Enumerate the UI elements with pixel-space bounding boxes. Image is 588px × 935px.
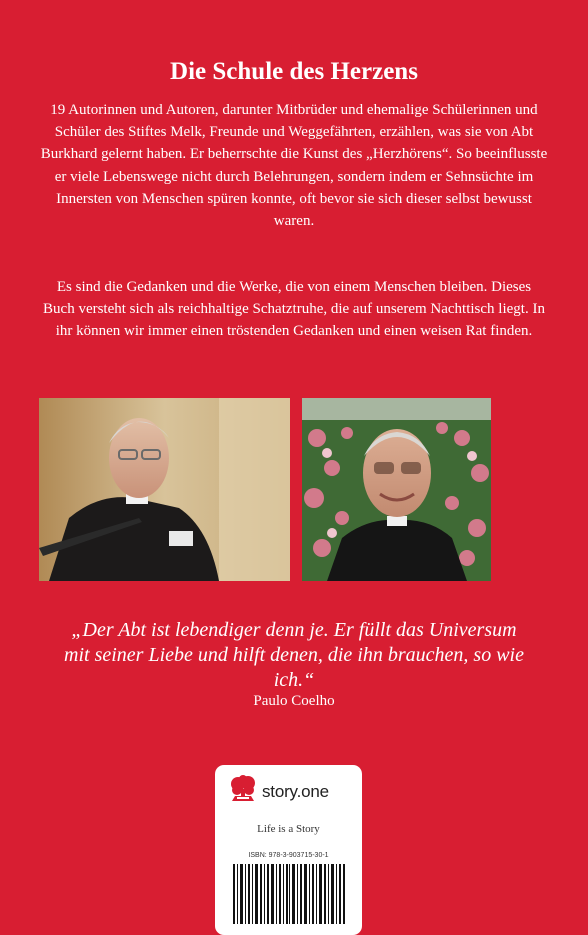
- publisher-badge: [215, 765, 362, 935]
- quote-text: „Der Abt ist lebendiger denn je. Er füllt das Universum mit seiner Liebe und hilft denen, die ihn brauchen, so wie ich.“: [64, 619, 524, 691]
- book-title: Die Schule des Herzens: [170, 58, 418, 85]
- publisher-brand: story.one: [262, 781, 329, 801]
- quote-author: Paulo Coelho: [253, 693, 335, 709]
- isbn-number: ISBN: 978-3-903715-30-1: [248, 852, 329, 859]
- publisher-logo: [229, 775, 329, 808]
- photo-abbot-speaking: [39, 398, 290, 581]
- publisher-tagline: Life is a Story: [257, 823, 320, 835]
- barcode: [233, 864, 345, 924]
- photo-abbot-smiling: [302, 398, 491, 581]
- description-paragraph-1: 19 Autorinnen und Autoren, darunter Mitbrüder und ehemalige Schülerinnen und Schüler des Stiftes Melk, Freunde und Weggefährten, erzählen, was sie von Abt Burkhard gelernt haben. Er beherrschte die Kunst des „Herzhörens“. So beeinflusste er viele Lebenswege nicht durch Belehrungen, sondern indem er Sehnsüchte im Innersten von Menschen spüren konnte, oft bevor sie sich dieser selbst bewusst waren.: [40, 102, 548, 230]
- description-paragraph-2: Es sind die Gedanken und die Werke, die von einem Menschen bleiben. Dieses Buch versteht sich als reichhaltige Schatztruhe, die auf unserem Nachttisch liegt. In ihr können wir immer einen tröstenden Gedanken und einen weisen Rat finden.: [43, 279, 545, 340]
- tree-logo-icon: [229, 775, 257, 808]
